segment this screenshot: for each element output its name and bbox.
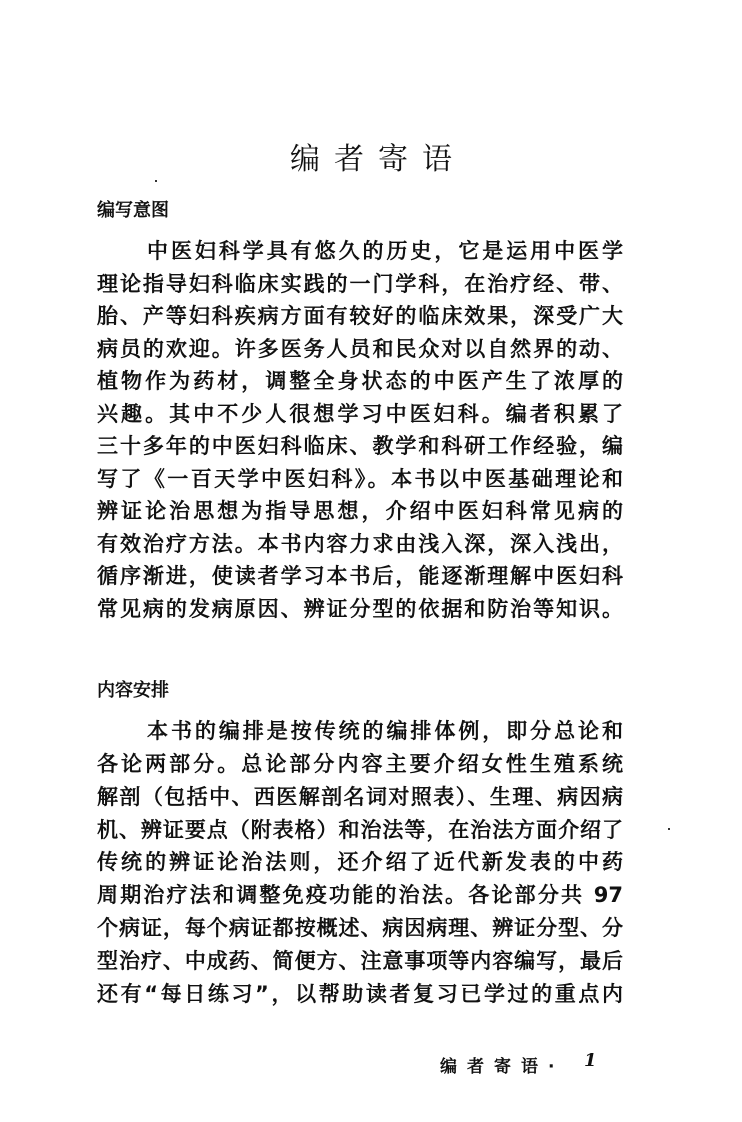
section-heading: 编写意图 [97,200,169,221]
running-title: 编者寄语· [440,1057,565,1077]
text-line: 三十多年的中医妇科临床、教学和科研工作经验，编 [97,434,623,458]
text-line: 中医妇科学具有悠久的历史，它是运用中医学 [147,239,623,263]
text-line: 常见病的发病原因、辨证分型的依据和防治等知识。 [97,597,623,621]
text-line: 辨证论治思想为指导思想，介绍中医妇科常见病的 [97,499,623,523]
page-number: 1 [584,1050,597,1071]
text-line: 理论指导妇科临床实践的一门学科，在治疗经、带、 [97,272,623,296]
text-line: 型治疗、中成药、简便方、注意事项等内容编写，最后 [97,949,623,973]
text-line: 有效治疗方法。本书内容力求由浅入深，深入浅出， [97,532,623,556]
text-line: 个病证，每个病证都按概述、病因病理、辨证分型、分 [97,916,623,940]
text-line: 写了《一百天学中医妇科》。本书以中医基础理论和 [97,467,623,491]
text-line: 本书的编排是按传统的编排体例，即分总论和 [147,719,623,743]
text-line: 兴趣。其中不少人很想学习中医妇科。编者积累了 [97,402,623,426]
text-line: 病员的欢迎。许多医务人员和民众对以自然界的动、 [97,337,623,361]
text-line: 传统的辨证论治法则，还介绍了近代新发表的中药 [97,850,623,874]
page-title: 编者寄语 [290,142,466,177]
text-line: 胎、产等妇科疾病方面有较好的临床效果，深受广大 [97,304,623,328]
text-line: 周期治疗法和调整免疫功能的治法。各论部分共 97 [97,883,623,907]
text-line: 植物作为药材，调整全身状态的中医产生了浓厚的 [97,369,623,393]
text-line: 各论两部分。总论部分内容主要介绍女性生殖系统 [97,752,623,776]
text-line: 循序渐进，使读者学习本书后，能逐渐理解中医妇科 [97,564,623,588]
section-heading: 内容安排 [97,680,169,701]
scan-speck [668,828,670,830]
text-line: 机、辨证要点（附表格）和治法等，在治法方面介绍了 [97,818,623,842]
text-line: 还有“每日练习”，以帮助读者复习已学过的重点内 [97,982,623,1006]
scan-speck [155,180,157,182]
text-line: 解剖（包括中、西医解剖名词对照表）、生理、病因病 [97,785,623,809]
